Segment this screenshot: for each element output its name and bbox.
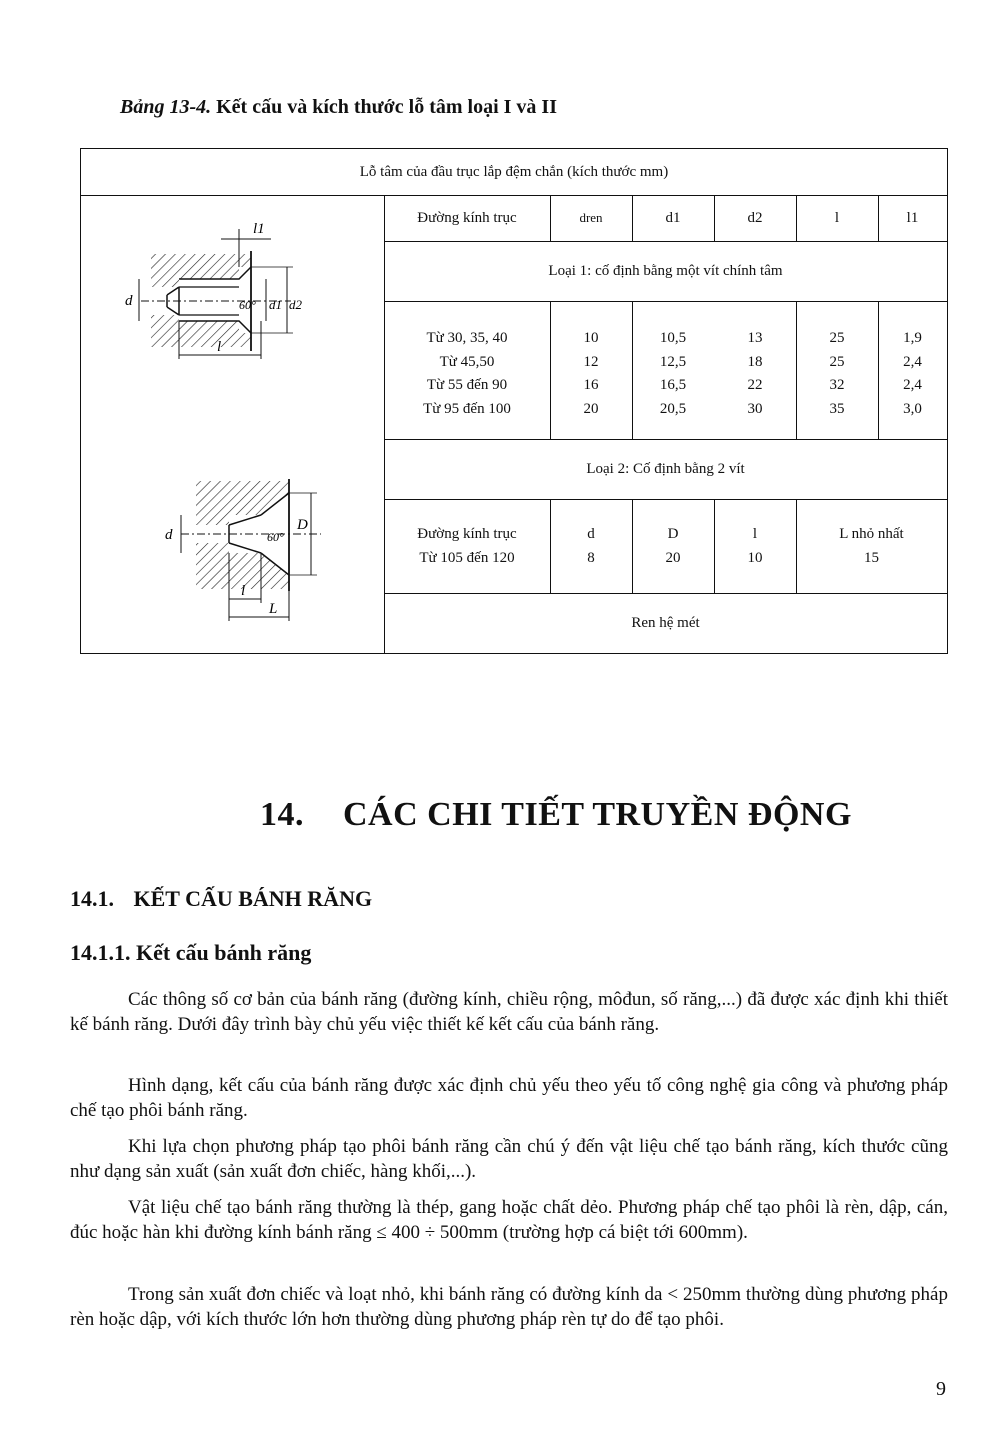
dim-label-l: l [217, 339, 222, 355]
center-hole-table [80, 148, 948, 654]
table-cell: L nhỏ nhất [839, 526, 904, 542]
type1-l-column [796, 327, 878, 421]
dim-label-d2: d2 [289, 297, 302, 312]
paragraph: Các thông số cơ bản của bánh răng (đường kính, chiều rộng, môđun, số răng,...) đã được xác định khi thiết kế bánh răng. Dưới đây trình bày chủ yếu việc thiết kế kết cấu của bánh răng. [70, 989, 948, 1035]
table-cell: 3,0 [903, 400, 922, 417]
table-cell: d [587, 526, 595, 542]
section-number: 14. [260, 796, 304, 833]
type1-label: Loại 1: cố định bằng một vít chính tâm [548, 262, 783, 279]
table-cell: 16 [583, 377, 599, 393]
table-cell: Từ 95 đến 100 [423, 400, 511, 417]
col-header-l1: l1 [906, 209, 919, 226]
table-cell: 25 [829, 353, 845, 370]
dim-label-L: L [269, 601, 278, 617]
table-cell: Từ 45,50 [439, 353, 495, 370]
center-hole-type1-drawing [121, 209, 351, 379]
type1-d2-column [714, 327, 796, 421]
table-cell: 35 [829, 400, 845, 417]
section-heading [260, 796, 852, 834]
table-cell: 16,5 [659, 377, 687, 393]
dim-label-d1: d1 [269, 297, 282, 312]
table-cell: 30 [747, 400, 763, 417]
paragraph: Vật liệu chế tạo bánh răng thường là thép, gang hoặc chất dẻo. Phương pháp chế tạo phôi là rèn, dập, cán, đúc hoặc hàn khi đường kính bánh răng ≤ 400 ÷ 500mm (trường hợp cá biệt tới 600mm). [70, 1197, 948, 1243]
table-cell: Đường kính trục [417, 526, 517, 542]
subsubsection-title: Kết cấu bánh răng [136, 940, 312, 965]
subsection-title: KẾT CẤU BÁNH RĂNG [133, 886, 373, 911]
subsection-number: 14.1. [70, 886, 114, 911]
dim-label-angle: 60° [267, 530, 284, 544]
table-cell: 18 [747, 353, 763, 370]
table-cell: 22 [747, 377, 763, 393]
table-cell: 20 [583, 400, 599, 417]
type2-label: Loại 2: Cố định bằng 2 vít [586, 460, 745, 477]
subsubsection-number: 14.1.1. [70, 940, 131, 965]
caption-label: Bảng 13-4. [120, 96, 212, 118]
table-cell: 12,5 [659, 353, 687, 370]
type1-dren-column [550, 327, 632, 421]
table-cell: 32 [829, 377, 845, 393]
paragraph: Hình dạng, kết cấu của bánh răng được xác định chủ yếu theo yếu tố công nghệ gia công và phương pháp chế tạo phôi bánh răng. [70, 1075, 948, 1121]
dim-label-d: d [165, 527, 173, 543]
type2-l-column [714, 523, 796, 570]
table-footer: Ren hệ mét [631, 614, 700, 631]
table-cell: 12 [583, 353, 599, 370]
table-cell: l [752, 526, 758, 542]
table-cell: 13 [747, 330, 763, 346]
type2-D-column [632, 523, 714, 570]
section-title: CÁC CHI TIẾT TRUYỀN ĐỘNG [343, 796, 852, 833]
center-hole-type2-drawing [141, 471, 351, 631]
dim-label-l1: l1 [253, 221, 265, 237]
subsubsection-heading [70, 940, 311, 966]
dim-label-l: l [241, 583, 246, 599]
type1-l1-column [878, 327, 947, 421]
table-cell: 8 [587, 549, 595, 566]
subsection-heading [70, 886, 372, 912]
table-cell: 20,5 [659, 400, 687, 417]
paragraph: Trong sản xuất đơn chiếc và loạt nhỏ, khi bánh răng có đường kính da < 250mm thường dùng phương pháp rèn hoặc dập, với kích thước lớn hơn thường dùng phương pháp rèn tự do để tạo phôi. [70, 1284, 948, 1330]
table-cell: 10,5 [659, 330, 687, 346]
type2-shaft-column [384, 523, 550, 570]
table-cell: 25 [829, 330, 845, 346]
table-cell: 2,4 [903, 377, 922, 393]
dim-label-d: d [125, 293, 133, 309]
col-header-l: l [834, 209, 840, 226]
dim-label-D: D [297, 517, 308, 533]
table-caption [120, 96, 557, 119]
table-cell: 1,9 [903, 330, 922, 346]
type1-shaft-column [384, 327, 550, 421]
table-cell: 15 [864, 549, 879, 566]
page-number: 9 [936, 1378, 946, 1400]
table-cell: 20 [665, 549, 681, 566]
table-cell: Từ 30, 35, 40 [426, 330, 508, 346]
paragraph: Khi lựa chọn phương pháp tạo phôi bánh răng cần chú ý đến vật liệu chế tạo bánh răng, kích thước cũng như dạng sản xuất (sản xuất đơn chiếc, hàng khối,...). [70, 1136, 948, 1182]
type2-d-column [550, 523, 632, 570]
table-cell: 2,4 [903, 353, 922, 370]
col-header-dren: dren [579, 210, 603, 225]
col-header-d1: d1 [665, 209, 681, 226]
table-cell: Từ 105 đến 120 [419, 549, 515, 566]
table-cell: 10 [747, 549, 763, 566]
table-header: Lỗ tâm của đầu trục lắp đệm chắn (kích thước mm) [359, 163, 669, 180]
type2-Lmin-column [796, 523, 947, 570]
type1-d1-column [632, 327, 714, 421]
table-cell: 10 [583, 330, 599, 346]
col-header-shaft: Đường kính trục [417, 209, 517, 226]
table-cell: D [667, 526, 679, 542]
table-cell: Từ 55 đến 90 [426, 377, 508, 393]
col-header-d2: d2 [747, 209, 763, 226]
caption-title: Kết cấu và kích thước lỗ tâm loại I và II [216, 96, 557, 118]
dim-label-angle: 60° [239, 298, 256, 312]
